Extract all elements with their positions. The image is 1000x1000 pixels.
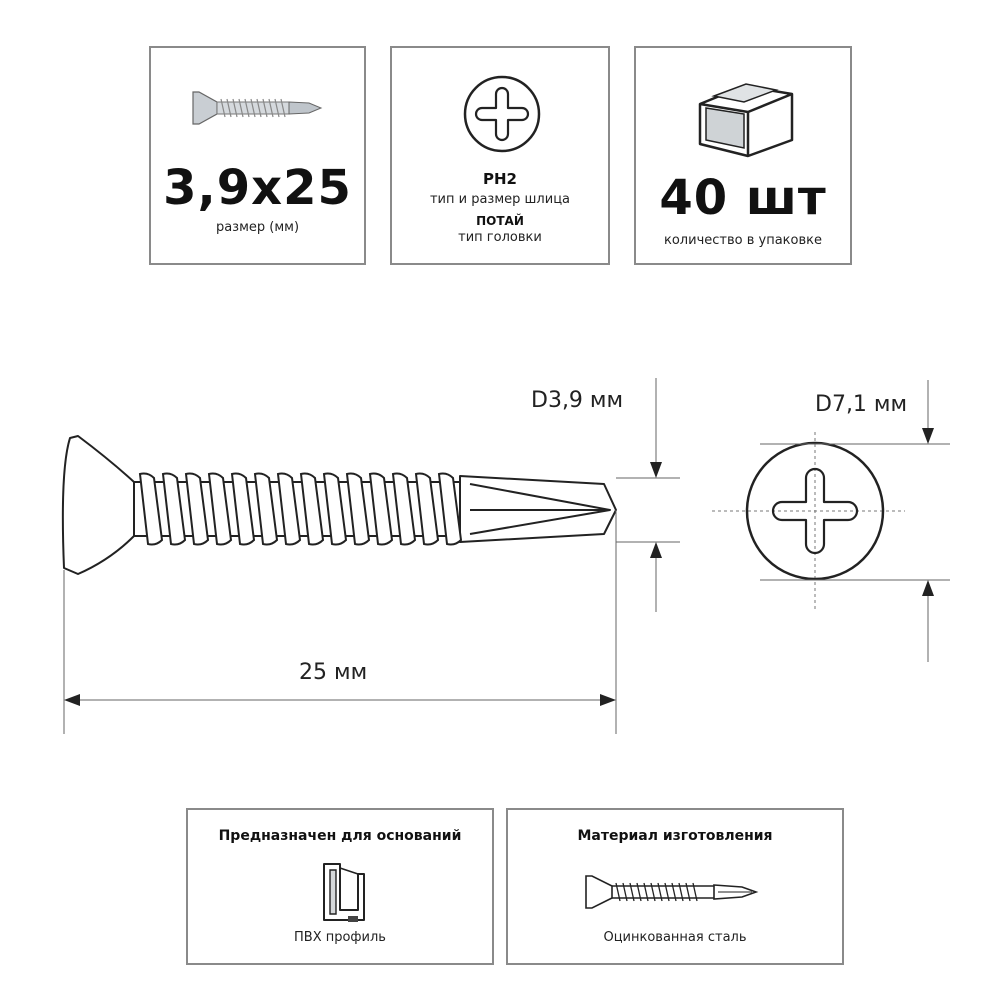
size-card bbox=[149, 46, 366, 265]
box-icon bbox=[694, 68, 798, 158]
base-title: Предназначен для оснований bbox=[218, 828, 462, 844]
quantity-caption: количество в упаковке bbox=[664, 233, 822, 248]
slot-code: PH2 bbox=[483, 170, 517, 188]
pvc-profile-icon bbox=[318, 860, 368, 924]
head-type: ПОТАЙ bbox=[476, 214, 524, 228]
material-value: Оцинкованная сталь bbox=[603, 930, 747, 945]
size-caption: размер (мм) bbox=[215, 220, 300, 235]
screw-icon bbox=[582, 872, 762, 912]
thread-lines bbox=[140, 474, 461, 545]
quantity-card bbox=[634, 46, 852, 265]
slot-code-caption: тип и размер шлица bbox=[429, 192, 571, 207]
head-type-caption: тип головки bbox=[458, 230, 542, 245]
head-diameter-label: D7,1 мм bbox=[815, 392, 908, 417]
quantity-value: 40 шт bbox=[659, 170, 827, 226]
base-card bbox=[186, 808, 494, 965]
screw-icon bbox=[189, 88, 329, 128]
material-card bbox=[506, 808, 844, 965]
thread-diameter-label: D3,9 мм bbox=[531, 388, 624, 413]
size-value: 3,9x25 bbox=[163, 160, 352, 216]
material-title: Материал изготовления bbox=[577, 828, 773, 844]
base-value: ПВХ профиль bbox=[294, 930, 386, 945]
slot-card bbox=[390, 46, 610, 265]
length-label: 25 мм bbox=[299, 660, 368, 685]
screw-side-drawing bbox=[0, 370, 700, 750]
phillips-head-icon bbox=[462, 74, 542, 154]
